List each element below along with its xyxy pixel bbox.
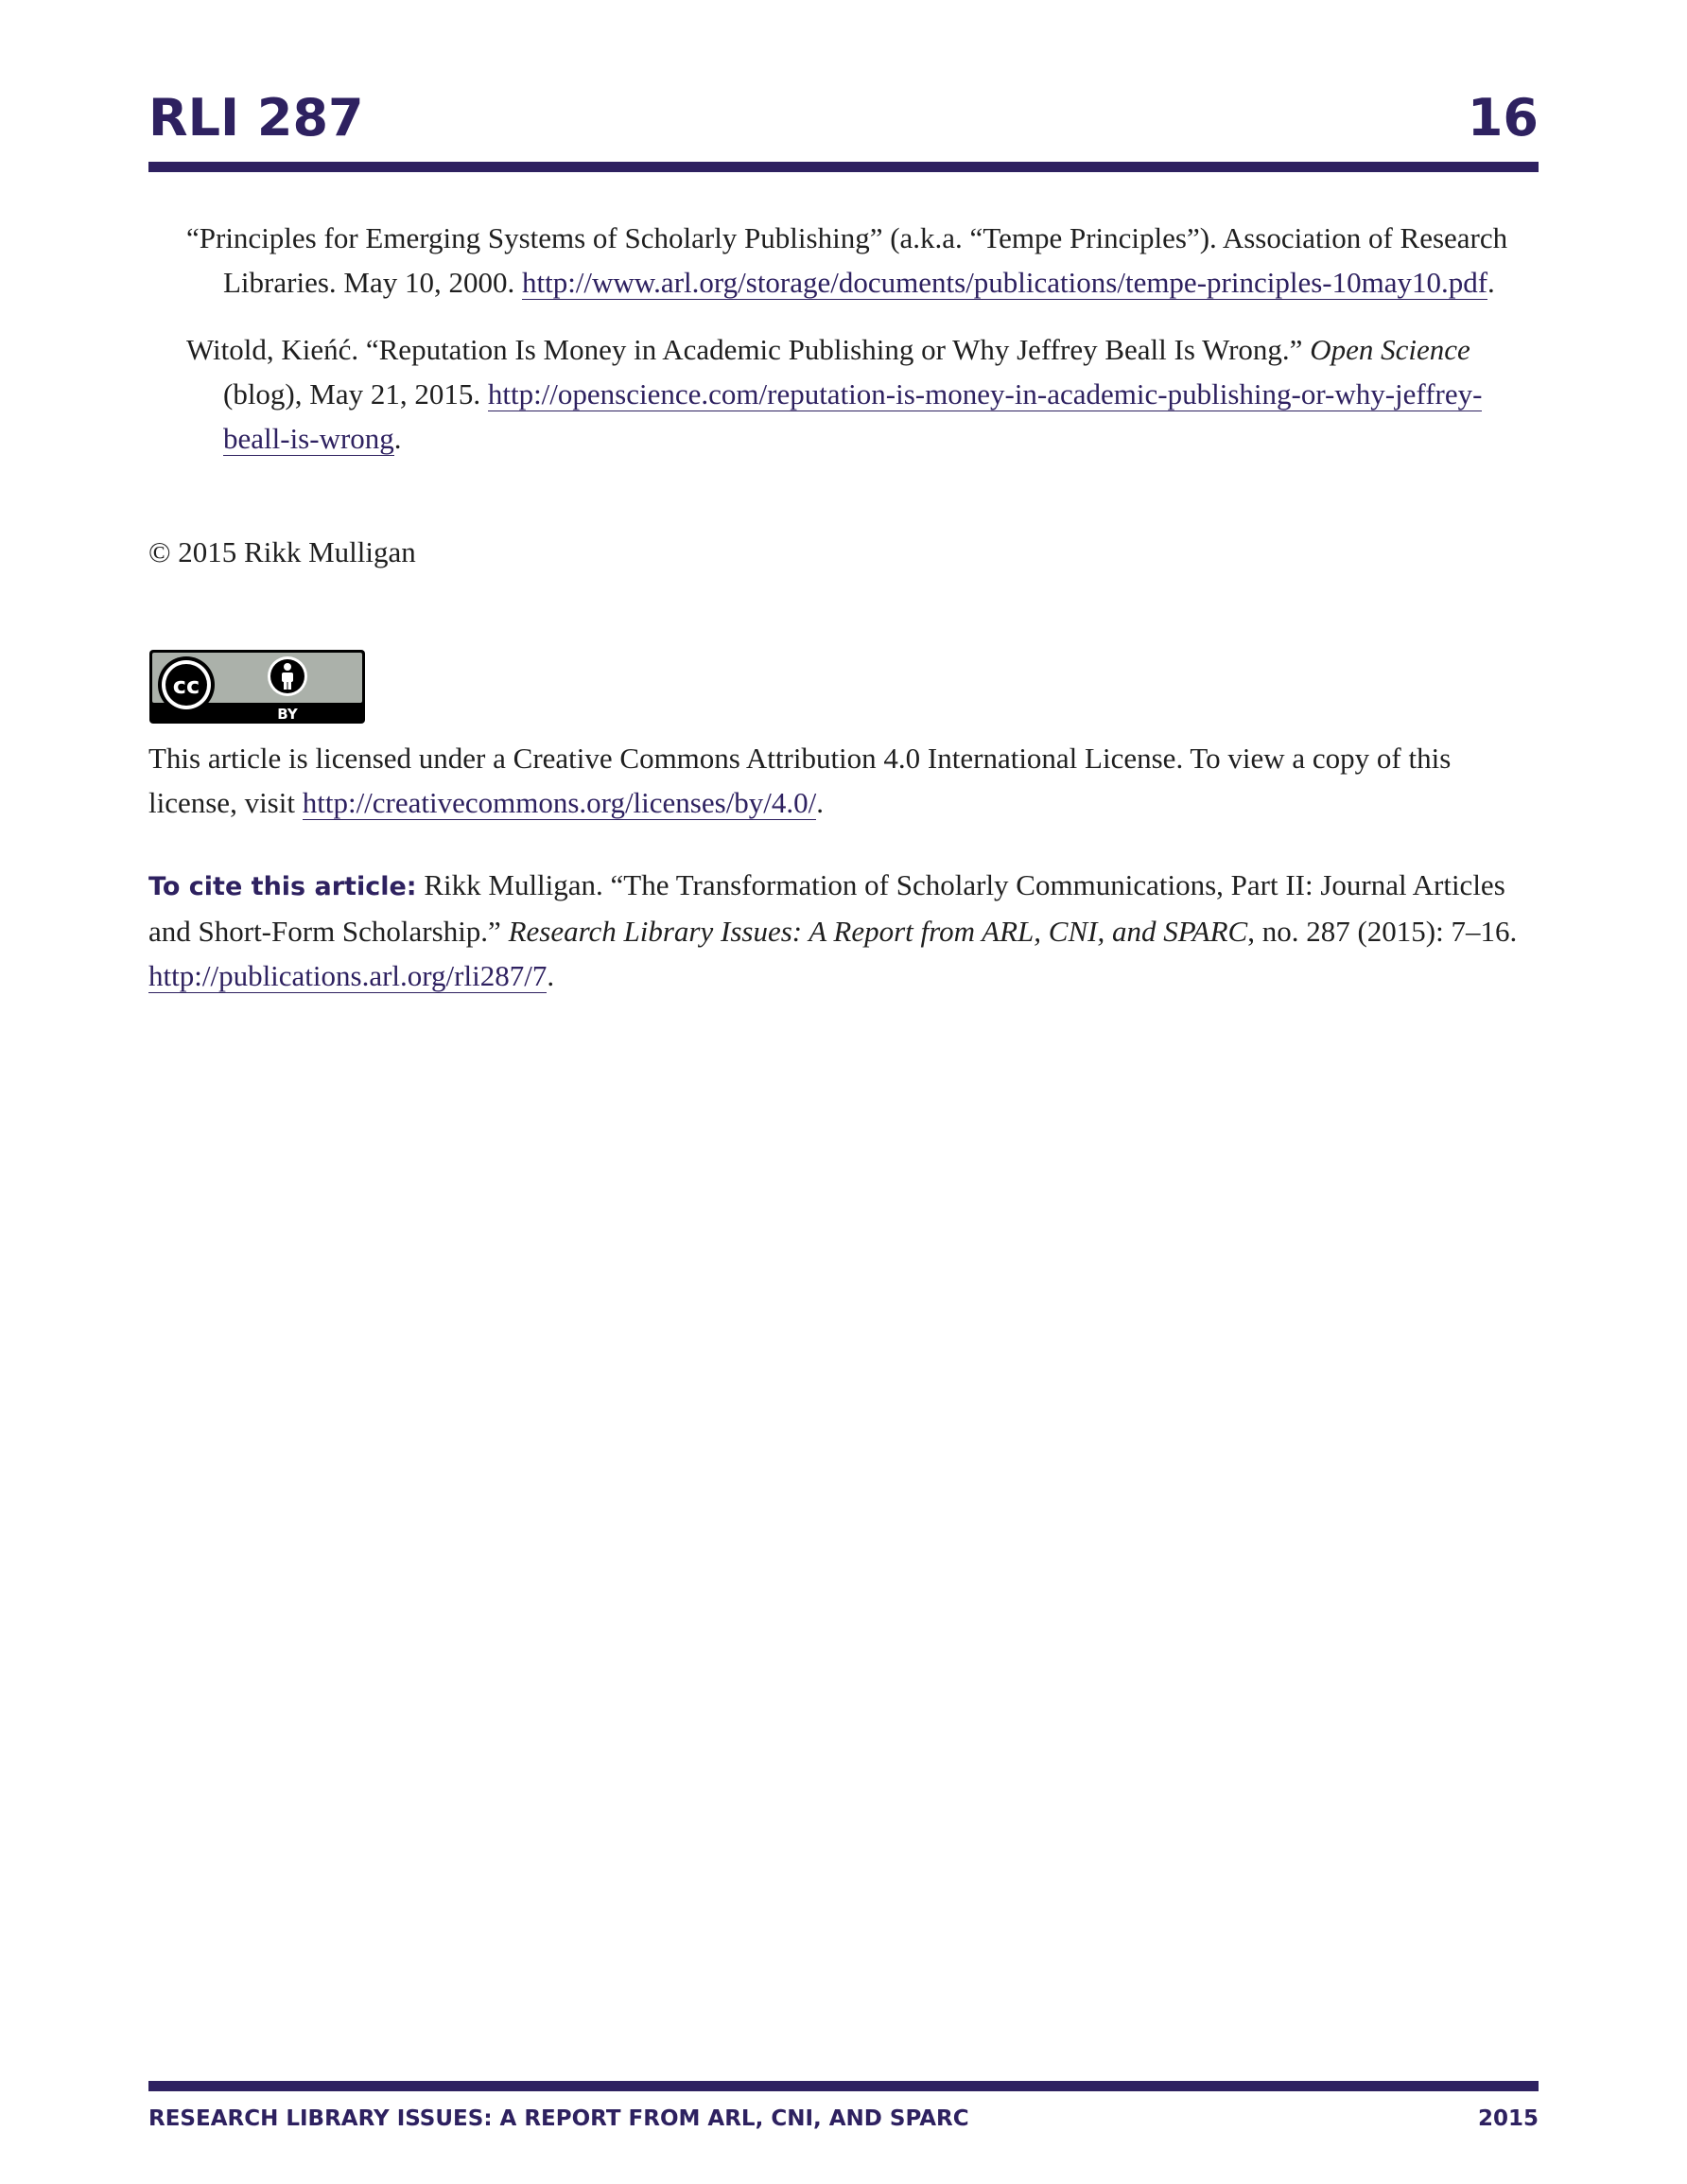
cc-icon: cc: [172, 673, 200, 699]
citation-text-middle: , no. 287 (2015): 7–16.: [1247, 915, 1518, 948]
reference-item: [148, 327, 1539, 461]
footer-publication-title: RESEARCH LIBRARY ISSUES: A REPORT FROM ARL, CNI, AND SPARC: [148, 2106, 969, 2131]
reference-text: “Principles for Emerging Systems of Scholarly Publishing” (a.k.a. “Tempe Principles”). Association of Research Libraries. May 10, 2000.: [186, 221, 1508, 299]
reference-text-middle: (blog), May 21, 2015.: [223, 377, 488, 411]
copyright-notice: © 2015 Rikk Mulligan: [148, 535, 416, 568]
license-statement: [148, 736, 1539, 825]
by-label: BY: [277, 706, 298, 723]
reference-item: [148, 216, 1539, 305]
cc-by-license-badge[interactable]: [148, 649, 366, 725]
page-number: 16: [1467, 88, 1539, 148]
page-header: [148, 90, 1539, 147]
citation-italic-title: Research Library Issues: A Report from ARL, CNI, and SPARC: [508, 915, 1248, 948]
header-rule: [148, 162, 1539, 172]
reference-text: Witold, Kieńć. “Reputation Is Money in Academic Publishing or Why Jeffrey Beall Is Wrong.”: [186, 333, 1311, 366]
citation-punctuation: .: [547, 959, 555, 992]
reference-link[interactable]: http://openscience.com/reputation-is-money-in-academic-publishing-or-why-jeffrey-beall-is-wrong: [223, 377, 1483, 455]
citation-link[interactable]: http://publications.arl.org/rli287/7: [148, 959, 548, 992]
license-text: This article is licensed under a Creative Commons Attribution 4.0 International License. To view a copy of this license, visit: [148, 742, 1452, 819]
journal-issue-title: RLI 287: [148, 88, 364, 148]
citation-text: Rikk Mulligan. “The Transformation of Scholarly Communications, Part II: Journal Articles and Short-Form Scholarship.”: [148, 868, 1505, 948]
license-link[interactable]: http://creativecommons.org/licenses/by/4.0/: [302, 786, 817, 819]
reference-link[interactable]: http://www.arl.org/storage/documents/publications/tempe-principles-10may10.pdf: [521, 266, 1488, 299]
reference-italic-title: Open Science: [1310, 333, 1470, 366]
footer-year: 2015: [1477, 2106, 1539, 2131]
license-punctuation: .: [816, 786, 825, 819]
citation-label: To cite this article:: [148, 872, 417, 901]
reference-punctuation: .: [393, 422, 402, 455]
attribution-person-icon: [268, 656, 307, 696]
reference-list: [148, 216, 1539, 483]
page-footer: [148, 2104, 1539, 2134]
reference-punctuation: .: [1487, 266, 1495, 299]
citation-block: [148, 863, 1539, 998]
footer-rule: [148, 2081, 1539, 2091]
